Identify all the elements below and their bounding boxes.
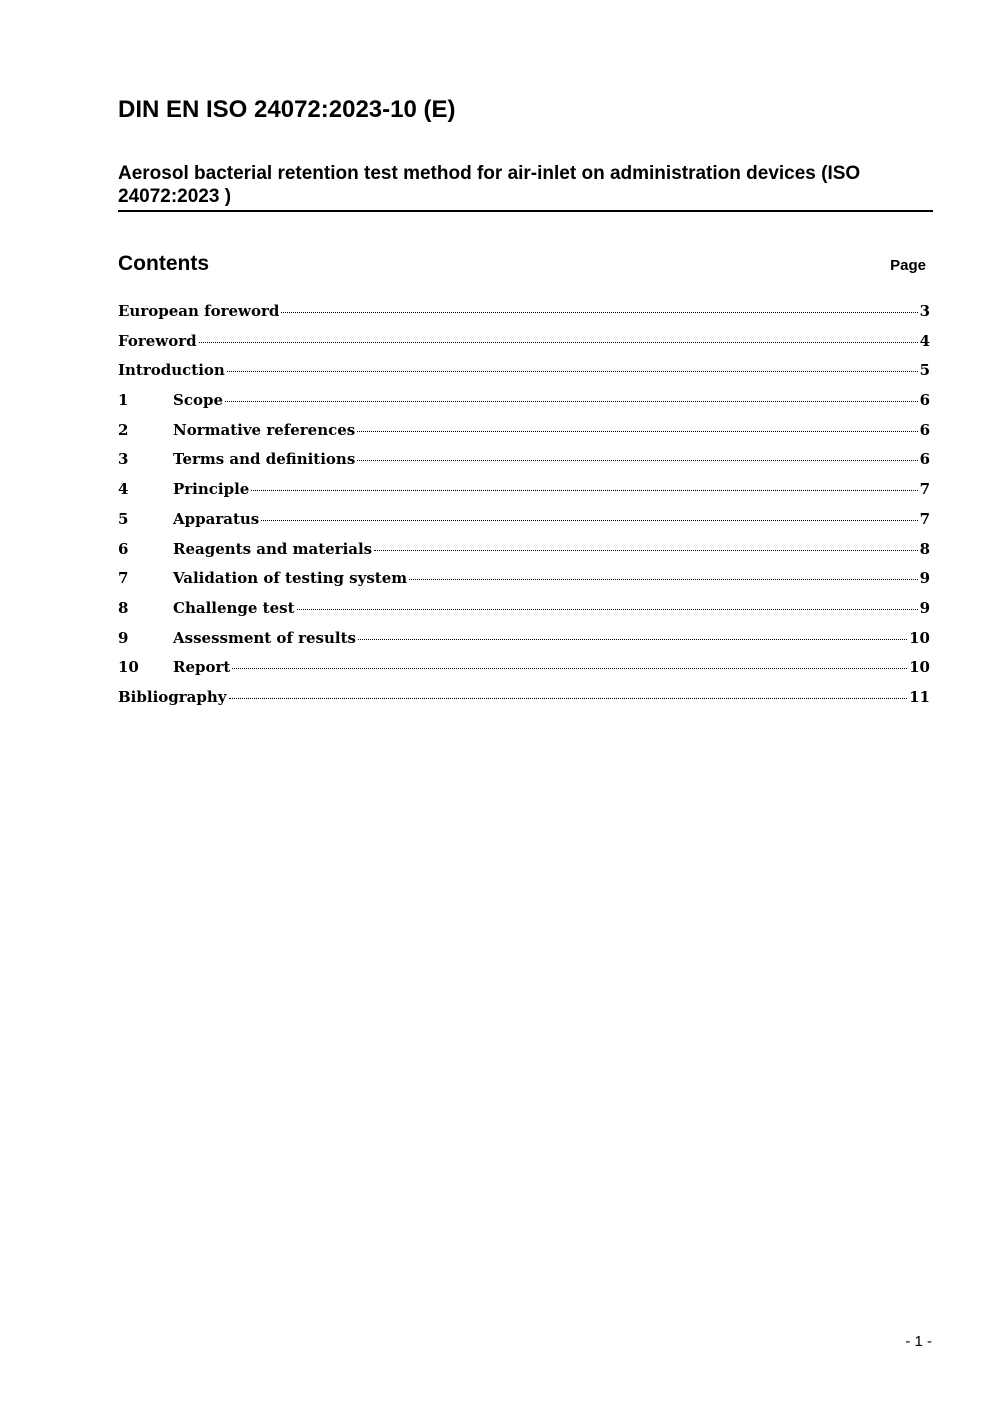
toc-entry-number: 9 xyxy=(118,628,129,647)
toc-entry[interactable] xyxy=(118,302,930,332)
toc-entry-page[interactable]: 10 xyxy=(909,628,930,647)
toc-entry-title[interactable]: Reagents and materials xyxy=(173,539,373,558)
toc-entry[interactable] xyxy=(118,688,930,718)
toc-entry-number: 4 xyxy=(118,480,129,499)
toc-entry-page[interactable]: 3 xyxy=(919,302,930,320)
toc-dot-leader xyxy=(251,490,917,491)
toc-entry-page[interactable]: 7 xyxy=(919,509,930,528)
toc-dot-leader xyxy=(199,342,918,343)
toc-entry-number: 7 xyxy=(118,569,129,588)
toc-entry[interactable] xyxy=(118,540,930,570)
toc-entry-title[interactable]: Report xyxy=(173,658,231,677)
toc-entry[interactable] xyxy=(118,599,930,629)
toc-entry[interactable] xyxy=(118,391,930,421)
toc-entry-number: 1 xyxy=(118,391,129,410)
toc-entry-title[interactable]: Validation of testing system xyxy=(173,569,408,588)
toc-entry-page[interactable]: 9 xyxy=(919,569,930,588)
toc-entry-number: 5 xyxy=(118,509,129,528)
toc-entry-number: 10 xyxy=(118,658,139,677)
toc-dot-leader xyxy=(357,460,917,461)
toc-entry-title[interactable]: Foreword xyxy=(118,331,197,350)
toc-entry[interactable] xyxy=(118,421,930,451)
toc-dot-leader xyxy=(229,698,908,699)
toc-entry-title[interactable]: European foreword xyxy=(118,302,280,320)
toc-entry-page[interactable]: 11 xyxy=(909,687,930,706)
page-number: - 1 - xyxy=(905,1333,932,1350)
toc-entry-page[interactable]: 6 xyxy=(919,420,930,439)
toc-entry-title[interactable]: Principle xyxy=(173,480,250,499)
toc-dot-leader xyxy=(357,431,917,432)
document-subtitle: Aerosol bacterial retention test method for air-inlet on administration devices (ISO 24072:2023 ) xyxy=(118,162,933,212)
toc-dot-leader xyxy=(281,312,917,313)
toc-entry[interactable] xyxy=(118,450,930,480)
toc-entry-title[interactable]: Bibliography xyxy=(118,687,227,706)
toc-entry[interactable] xyxy=(118,480,930,510)
toc-dot-leader xyxy=(261,520,917,521)
toc-entry[interactable] xyxy=(118,361,930,391)
toc-dot-leader xyxy=(232,668,907,669)
toc-entry-number: 8 xyxy=(118,598,129,617)
toc-entry-title[interactable]: Assessment of results xyxy=(173,628,356,647)
toc-entry-page[interactable]: 9 xyxy=(919,598,930,617)
toc-dot-leader xyxy=(374,550,917,551)
toc-entry-page[interactable]: 6 xyxy=(919,391,930,410)
toc-entry[interactable] xyxy=(118,658,930,688)
toc-entry-number: 3 xyxy=(118,450,129,469)
table-of-contents xyxy=(118,302,930,718)
toc-entry-title[interactable]: Scope xyxy=(173,391,224,410)
page-column-label: Page xyxy=(890,257,926,274)
toc-entry[interactable] xyxy=(118,569,930,599)
toc-dot-leader xyxy=(225,401,918,402)
toc-entry-title[interactable]: Normative references xyxy=(173,420,356,439)
toc-entry-page[interactable]: 4 xyxy=(919,331,930,350)
toc-dot-leader xyxy=(409,579,917,580)
toc-entry[interactable] xyxy=(118,629,930,659)
toc-entry-number: 2 xyxy=(118,420,129,439)
toc-entry[interactable] xyxy=(118,332,930,362)
toc-dot-leader xyxy=(297,609,918,610)
toc-entry[interactable] xyxy=(118,510,930,540)
toc-entry-title[interactable]: Apparatus xyxy=(173,509,260,528)
document-title: DIN EN ISO 24072:2023-10 (E) xyxy=(118,96,456,123)
toc-entry-page[interactable]: 6 xyxy=(919,450,930,469)
toc-entry-page[interactable]: 10 xyxy=(909,658,930,677)
toc-entry-page[interactable]: 8 xyxy=(919,539,930,558)
toc-entry-title[interactable]: Introduction xyxy=(118,361,225,380)
toc-entry-page[interactable]: 5 xyxy=(919,361,930,380)
contents-heading: Contents xyxy=(118,252,209,275)
toc-entry-title[interactable]: Terms and definitions xyxy=(173,450,356,469)
toc-dot-leader xyxy=(358,639,907,640)
toc-entry-page[interactable]: 7 xyxy=(919,480,930,499)
toc-entry-number: 6 xyxy=(118,539,129,558)
toc-dot-leader xyxy=(227,371,918,372)
toc-entry-title[interactable]: Challenge test xyxy=(173,598,295,617)
